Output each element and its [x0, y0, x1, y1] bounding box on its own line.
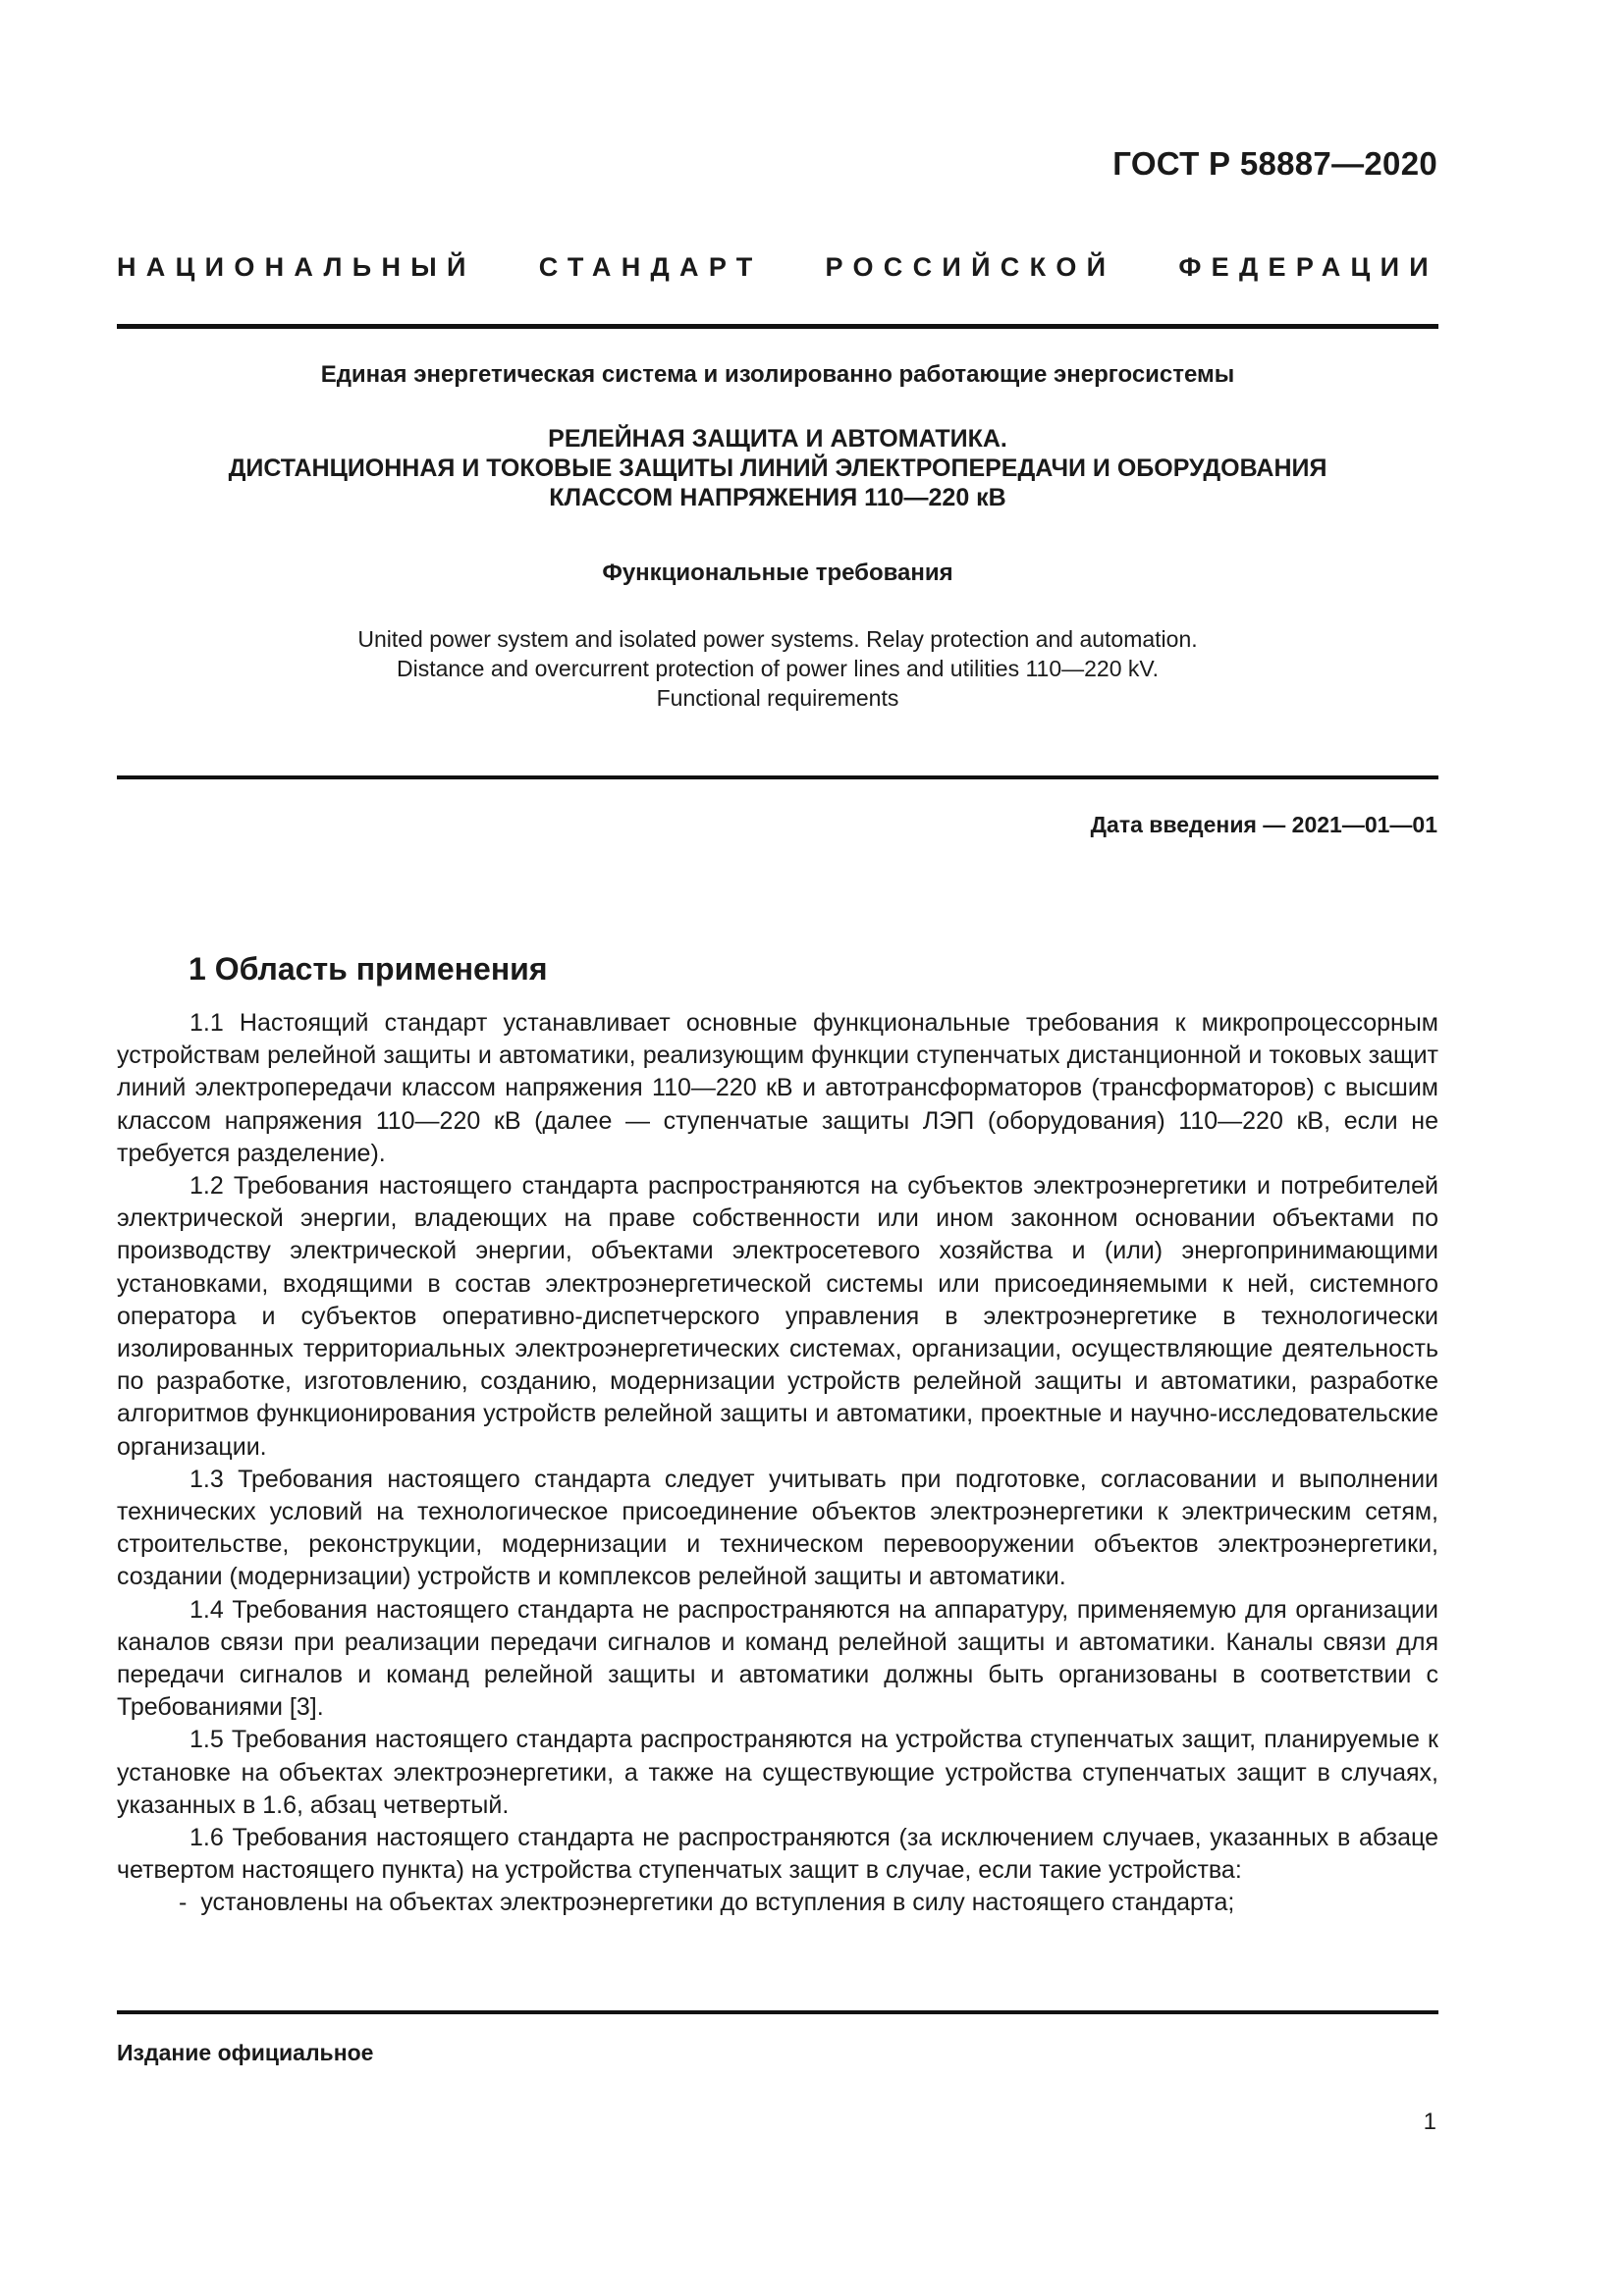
footer-divider: [117, 2010, 1438, 2014]
main-title: [117, 424, 1438, 512]
list-item: [117, 1887, 1438, 1919]
english-title-line-1: United power system and isolated power systems. Relay protection and automation.: [357, 626, 1198, 652]
paragraph-1-6: 1.6 Требования настоящего стандарта не распространяются (за исключением случаев, указанных в абзаце четвертом настоящего пункта) на устройства ступенчатых защит в случае, если такие устройства:: [117, 1824, 1438, 1885]
english-title-line-3: Functional requirements: [656, 685, 899, 711]
official-edition-label: Издание официальное: [117, 2040, 374, 2065]
english-title: [117, 624, 1438, 713]
paragraph-1-1: 1.1 Настоящий стандарт устанавливает основные функциональные требования к микропроцессорным устройствам релейной защиты и автоматики, реализующим функции ступенчатых дистанционной и токовых защит линий электропередачи классом напряжения 110—220 кВ и автотрансформаторов (трансформаторов) с высшим классом напряжения 110—220 кВ (далее — ступенчатые защиты ЛЭП (оборудования) 110—220 кВ, если не требуется разделение).: [117, 1009, 1438, 1167]
bullet-dash: -: [179, 1889, 188, 1917]
paragraph-1-4: 1.4 Требования настоящего стандарта не распространяются на аппаратуру, применяемую для организации каналов связи при реализации передачи сигналов и команд релейной защиты и автоматики. Каналы связи для передачи сигналов и команд релейной защиты и автоматики должны быть организованы в соответствии с Требованиями [3].: [117, 1595, 1438, 1722]
english-title-line-2: Distance and overcurrent protection of power lines and utilities 110—220 kV.: [396, 656, 1160, 681]
gost-code: ГОСТ Р 58887—2020: [1112, 145, 1437, 182]
list-item-text: установлены на объектах электроэнергетики до вступления в силу настоящего стандарта;: [200, 1889, 1235, 1917]
section-body: [117, 1007, 1438, 1920]
page-number: 1: [1423, 2109, 1436, 2135]
top-divider: [117, 324, 1438, 329]
paragraph-1-5: 1.5 Требования настоящего стандарта распространяются на устройства ступенчатых защит, планируемые к установке на объектах электроэнергетики, а также на существующие устройства ступенчатых защит в случаях, указанных в 1.6, абзац четвертый.: [117, 1726, 1438, 1819]
subtitle: Функциональные требования: [602, 560, 953, 586]
section-heading: 1 Область применения: [189, 951, 548, 987]
paragraph-1-3: 1.3 Требования настоящего стандарта следует учитывать при подготовке, согласовании и выполнении технических условий на технологическое присоединение объектов электроэнергетики к электрическим сетям, строительстве, реконструкции, модернизации и техническом перевооружении объектов электроэнергетики, создании (модернизации) устройств и комплексов релейной защиты и автоматики.: [117, 1465, 1438, 1591]
main-title-line-3: КЛАССОМ НАПРЯЖЕНИЯ 110—220 кВ: [549, 484, 1006, 511]
main-title-line-1: РЕЛЕЙНАЯ ЗАЩИТА И АВТОМАТИКА.: [548, 425, 1007, 453]
introduction-date: Дата введения — 2021—01—01: [1090, 812, 1437, 837]
paragraph-1-2: 1.2 Требования настоящего стандарта распространяются на субъектов электроэнергетики и потребителей электрической энергии, владеющих на праве собственности или ином законном основании объектами по производству электрической энергии, объектами электросетевого хозяйства и (или) энергопринимающими установками, входящими в состав электроэнергетической системы или присоединяемыми к ней, системного оператора и субъектов оперативно-диспетчерского управления в электроэнергетике в технологически изолированных территориальных электроэнергетических системах, организации, осуществляющие деятельность по разработке, изготовлению, созданию, модернизации устройств релейной защиты и автоматики, разработке алгоритмов функционирования устройств релейной защиты и автоматики, проектные и научно-исследовательские организации.: [117, 1172, 1438, 1461]
national-standard-heading: НАЦИОНАЛЬНЫЙ СТАНДАРТ РОССИЙСКОЙ ФЕДЕРАЦИИ: [117, 252, 1438, 282]
main-title-line-2: ДИСТАНЦИОННАЯ И ТОКОВЫЕ ЗАЩИТЫ ЛИНИЙ ЭЛЕКТРОПЕРЕДАЧИ И ОБОРУДОВАНИЯ: [228, 454, 1327, 482]
middle-divider: [117, 775, 1438, 779]
system-title: Единая энергетическая система и изолированно работающие энергосистемы: [320, 361, 1235, 388]
